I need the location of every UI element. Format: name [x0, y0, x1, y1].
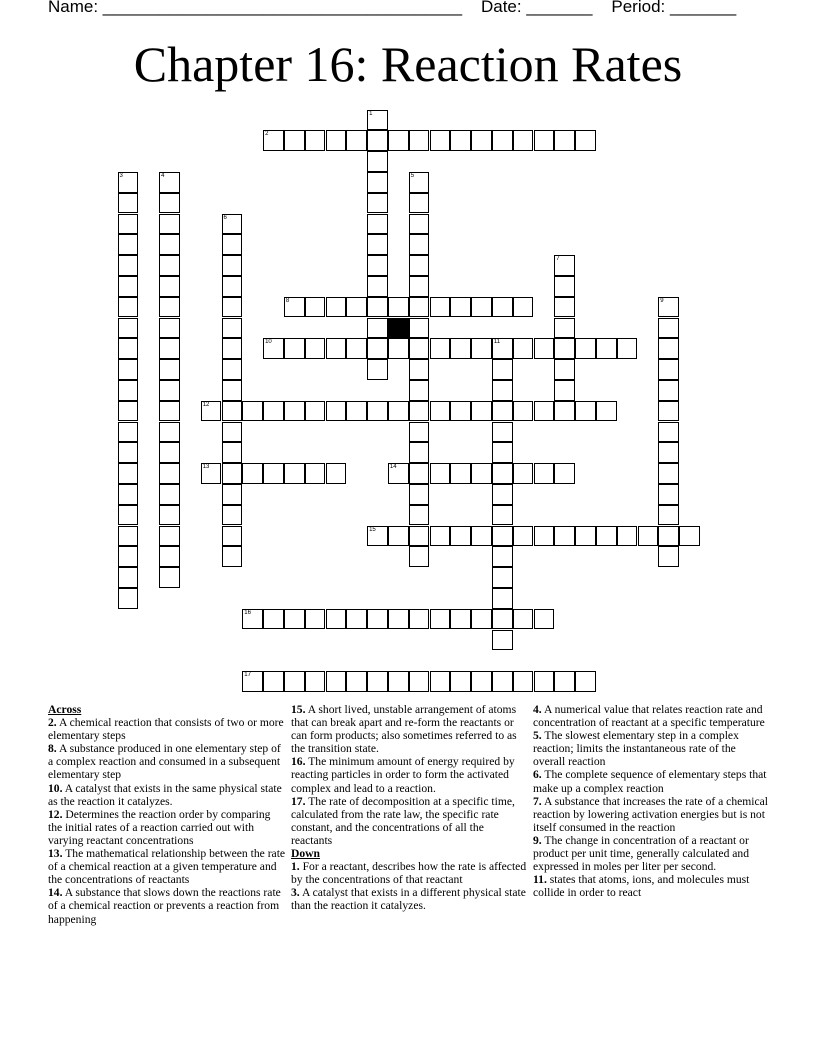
grid-cell[interactable] [159, 172, 180, 193]
grid-cell[interactable] [450, 130, 471, 151]
grid-cell[interactable] [409, 484, 430, 505]
grid-cell[interactable] [367, 276, 388, 297]
grid-cell[interactable] [222, 359, 243, 380]
grid-cell[interactable] [596, 526, 617, 547]
grid-cell[interactable] [430, 401, 451, 422]
grid-cell[interactable] [326, 463, 347, 484]
clue-number-label: 1 [369, 110, 373, 117]
grid-cell[interactable] [222, 276, 243, 297]
grid-cell[interactable] [305, 401, 326, 422]
grid-cell[interactable] [388, 130, 409, 151]
grid-cell[interactable] [575, 526, 596, 547]
clue-across-17: 17. The rate of decomposition at a specific time, calculated from the rate law, the specific rate constant, and the concentrations of all the reactants [291, 794, 515, 847]
grid-cell[interactable] [367, 318, 388, 339]
grid-cell[interactable] [118, 505, 139, 526]
grid-cell[interactable] [492, 359, 513, 380]
grid-cell[interactable] [222, 442, 243, 463]
grid-cell[interactable] [159, 380, 180, 401]
grid-cell[interactable] [492, 380, 513, 401]
clue-across-15: 15. A short lived, unstable arrangement of atoms that can break apart and re-form the reactants or can form products; also sometimes referred to as the transition state. [291, 703, 517, 756]
grid-cell[interactable] [409, 318, 430, 339]
clues-column-1 [48, 703, 286, 926]
grid-cell[interactable] [534, 463, 555, 484]
grid-cell[interactable] [222, 422, 243, 443]
grid-cell[interactable] [575, 338, 596, 359]
grid-cell[interactable] [471, 338, 492, 359]
grid-cell[interactable] [409, 297, 430, 318]
grid-cell[interactable] [554, 130, 575, 151]
grid-cell[interactable] [658, 505, 679, 526]
grid-cell[interactable] [638, 526, 659, 547]
grid-cell[interactable] [658, 297, 679, 318]
grid-cell[interactable] [284, 130, 305, 151]
grid-cell[interactable] [118, 484, 139, 505]
grid-cell[interactable] [492, 505, 513, 526]
grid-cell[interactable] [554, 526, 575, 547]
grid-cell[interactable] [346, 130, 367, 151]
grid-cell[interactable] [430, 526, 451, 547]
grid-cell[interactable] [658, 401, 679, 422]
clue-number-label: 3 [119, 172, 123, 179]
grid-cell[interactable] [305, 609, 326, 630]
grid-cell[interactable] [409, 193, 430, 214]
grid-cell[interactable] [409, 422, 430, 443]
grid-cell[interactable] [450, 338, 471, 359]
grid-cell[interactable] [159, 193, 180, 214]
grid-cell[interactable] [222, 234, 243, 255]
grid-cell[interactable] [159, 359, 180, 380]
grid-cell[interactable] [554, 297, 575, 318]
grid-cell[interactable] [388, 297, 409, 318]
grid-cell[interactable] [222, 380, 243, 401]
grid-cell[interactable] [409, 338, 430, 359]
grid-cell[interactable] [284, 338, 305, 359]
grid-cell[interactable] [450, 671, 471, 692]
grid-cell[interactable] [554, 380, 575, 401]
grid-cell[interactable] [534, 671, 555, 692]
grid-cell[interactable] [284, 463, 305, 484]
grid-cell[interactable] [305, 297, 326, 318]
grid-cell[interactable] [409, 255, 430, 276]
grid-cell[interactable] [305, 130, 326, 151]
grid-cell[interactable] [388, 671, 409, 692]
grid-cell[interactable] [367, 110, 388, 131]
grid-cell[interactable] [222, 297, 243, 318]
grid-cell[interactable] [554, 338, 575, 359]
grid-cell[interactable] [658, 359, 679, 380]
grid-cell[interactable] [118, 401, 139, 422]
grid-cell[interactable] [575, 130, 596, 151]
clue-down-9: 9. The change in concentration of a reactant or product per unit time, generally calculated and expressed in moles per liter per second. [533, 833, 750, 874]
grid-cell[interactable] [492, 609, 513, 630]
grid-cell[interactable] [367, 193, 388, 214]
clue-number-label: 10 [265, 339, 272, 346]
grid-cell[interactable] [492, 567, 513, 588]
grid-cell[interactable] [575, 401, 596, 422]
grid-cell[interactable] [118, 276, 139, 297]
clue-down-1: 1. For a reactant, describes how the rate is affected by the concentrations of that reactant [291, 860, 527, 887]
grid-cell[interactable] [430, 609, 451, 630]
clue-number-label: 17 [244, 672, 251, 679]
clue-down-4: 4. A numerical value that relates reaction rate and concentration of reactant at a specific temperature [533, 703, 765, 730]
grid-cell[interactable] [159, 546, 180, 567]
grid-cell[interactable] [242, 671, 263, 692]
clue-across-2: 2. A chemical reaction that consists of two or more elementary steps [48, 716, 284, 743]
grid-cell[interactable] [554, 401, 575, 422]
grid-cell[interactable] [118, 193, 139, 214]
grid-cell[interactable] [305, 338, 326, 359]
grid-cell[interactable] [201, 401, 222, 422]
grid-cell[interactable] [367, 297, 388, 318]
grid-cell[interactable] [430, 463, 451, 484]
grid-cell[interactable] [346, 671, 367, 692]
grid-cell[interactable] [492, 588, 513, 609]
grid-cell[interactable] [118, 359, 139, 380]
grid-cell[interactable] [159, 526, 180, 547]
grid-cell[interactable] [118, 546, 139, 567]
clue-down-11: 11. states that atoms, ions, and molecules must collide in order to react [533, 873, 750, 900]
grid-cell[interactable] [222, 546, 243, 567]
grid-cell[interactable] [658, 338, 679, 359]
clue-number-label: 9 [660, 297, 664, 304]
grid-cell[interactable] [513, 463, 534, 484]
grid-cell[interactable] [159, 463, 180, 484]
grid-cell[interactable] [450, 401, 471, 422]
grid-cell[interactable] [118, 172, 139, 193]
grid-cell[interactable] [222, 401, 243, 422]
grid-cell[interactable] [430, 671, 451, 692]
grid-cell[interactable] [513, 671, 534, 692]
grid-cell[interactable] [159, 484, 180, 505]
grid-cell[interactable] [159, 214, 180, 235]
clue-number-label: 4 [161, 172, 165, 179]
grid-cell[interactable] [242, 463, 263, 484]
grid-cell[interactable] [284, 297, 305, 318]
grid-cell[interactable] [263, 130, 284, 151]
grid-cell[interactable] [513, 609, 534, 630]
grid-cell[interactable] [242, 401, 263, 422]
grid-cell[interactable] [409, 234, 430, 255]
grid-cell[interactable] [409, 671, 430, 692]
grid-cell[interactable] [118, 338, 139, 359]
grid-cell[interactable] [305, 671, 326, 692]
clue-number-label: 12 [202, 401, 210, 408]
grid-cell[interactable] [575, 671, 596, 692]
grid-cell[interactable] [409, 401, 430, 422]
clue-across-16: 16. The minimum amount of energy required by reacting particles in order to form the activated complex and lead to a reaction. [291, 755, 515, 795]
grid-cell[interactable] [159, 422, 180, 443]
grid-cell[interactable] [409, 130, 430, 151]
clue-across-10: 10. A catalyst that exists in the same physical state as the reaction it catalyzes. [48, 781, 282, 808]
grid-cell[interactable] [367, 214, 388, 235]
grid-cell[interactable] [658, 380, 679, 401]
grid-cell[interactable] [471, 401, 492, 422]
grid-cell[interactable] [367, 338, 388, 359]
grid-cell[interactable] [367, 151, 388, 172]
grid-cell[interactable] [596, 338, 617, 359]
grid-cell[interactable] [388, 338, 409, 359]
grid-cell[interactable] [242, 609, 263, 630]
grid-cell[interactable] [367, 130, 388, 151]
grid-cell[interactable] [492, 546, 513, 567]
grid-cell[interactable] [492, 297, 513, 318]
clue-down-6: 6. The complete sequence of elementary steps that make up a complex reaction [533, 768, 767, 795]
grid-cell[interactable] [159, 505, 180, 526]
clue-number-label: 14 [389, 464, 397, 471]
grid-cell[interactable] [492, 463, 513, 484]
grid-cell[interactable] [118, 463, 139, 484]
grid-cell[interactable] [263, 338, 284, 359]
grid-cell[interactable] [513, 526, 534, 547]
grid-cell[interactable] [596, 401, 617, 422]
clue-number-label: 15 [369, 526, 376, 533]
clue-number-label: 6 [223, 214, 227, 221]
grid-cell[interactable] [388, 463, 409, 484]
grid-cell[interactable] [222, 526, 243, 547]
grid-cell[interactable] [118, 318, 139, 339]
grid-cell[interactable] [388, 401, 409, 422]
clue-across-8: 8. A substance produced in one elementary step of a complex reaction and consumed in a subsequent elementary step [48, 742, 281, 782]
grid-cell[interactable] [492, 338, 513, 359]
grid-cell[interactable] [471, 463, 492, 484]
clue-down-7: 7. A substance that increases the rate of a chemical reaction by lowering activation energies but is not itself consumed in the reaction [533, 794, 769, 834]
grid-cell[interactable] [367, 359, 388, 380]
grid-cell[interactable] [367, 671, 388, 692]
grid-cell[interactable] [492, 671, 513, 692]
grid-cell[interactable] [263, 401, 284, 422]
down-heading: Down [291, 847, 320, 861]
grid-cell[interactable] [471, 297, 492, 318]
grid-cell[interactable] [118, 422, 139, 443]
page-title: Chapter 16: Reaction Rates [133, 36, 683, 92]
grid-cell[interactable] [430, 338, 451, 359]
clue-number-label: 5 [410, 172, 415, 179]
grid-cell[interactable] [471, 671, 492, 692]
grid-cell[interactable] [658, 463, 679, 484]
grid-cell[interactable] [450, 463, 471, 484]
grid-cell[interactable] [118, 567, 139, 588]
grid-cell[interactable] [159, 318, 180, 339]
grid-cell[interactable] [492, 401, 513, 422]
grid-cell[interactable] [222, 214, 243, 235]
grid-cell[interactable] [534, 338, 555, 359]
grid-cell[interactable] [658, 484, 679, 505]
grid-cell[interactable] [492, 422, 513, 443]
grid-cell[interactable] [409, 546, 430, 567]
grid-cell[interactable] [118, 442, 139, 463]
grid-cell[interactable] [284, 401, 305, 422]
grid-cell[interactable] [118, 526, 139, 547]
grid-cell[interactable] [388, 609, 409, 630]
grid-cell[interactable] [409, 359, 430, 380]
grid-cell[interactable] [658, 526, 679, 547]
clue-number-label: 16 [244, 609, 251, 616]
grid-cell[interactable] [346, 609, 367, 630]
clues-column-2 [291, 703, 527, 913]
grid-cell[interactable] [263, 463, 284, 484]
clue-across-14: 14. A substance that slows down the reactions rate of a chemical reaction or prevents a reaction from happening [48, 886, 281, 926]
grid-cell[interactable] [326, 130, 347, 151]
grid-cell[interactable] [222, 484, 243, 505]
grid-cell[interactable] [409, 526, 430, 547]
grid-cell[interactable] [326, 297, 347, 318]
grid-cell[interactable] [346, 338, 367, 359]
grid-cell[interactable] [159, 255, 180, 276]
grid-cell[interactable] [658, 318, 679, 339]
grid-cell[interactable] [284, 609, 305, 630]
grid-cell[interactable] [534, 526, 555, 547]
grid-cell[interactable] [346, 297, 367, 318]
grid-cell[interactable] [471, 130, 492, 151]
grid-cell[interactable] [159, 276, 180, 297]
grid-cell[interactable] [388, 526, 409, 547]
black-square [388, 318, 409, 339]
name-date-period-line: Name: ______________________________________ Date: _______ Period: _______ [48, 0, 737, 16]
clue-across-13: 13. The mathematical relationship between the rate of a chemical reaction at a given temperature and the concentrations of reactants [48, 847, 286, 887]
clue-number-label: 11 [493, 339, 501, 346]
grid-cell[interactable] [534, 130, 555, 151]
clue-across-12: 12. Determines the reaction order by comparing the initial rates of a reaction carried out with varying reactant concentrations [48, 807, 271, 847]
grid-cell[interactable] [118, 380, 139, 401]
grid-cell[interactable] [513, 338, 534, 359]
grid-cell[interactable] [159, 442, 180, 463]
grid-cell[interactable] [409, 380, 430, 401]
grid-cell[interactable] [346, 401, 367, 422]
grid-cell[interactable] [492, 630, 513, 651]
grid-cell[interactable] [284, 671, 305, 692]
grid-cell[interactable] [554, 255, 575, 276]
grid-cell[interactable] [409, 442, 430, 463]
grid-cell[interactable] [367, 234, 388, 255]
grid-cell[interactable] [409, 276, 430, 297]
grid-cell[interactable] [222, 463, 243, 484]
clue-number-label: 7 [556, 256, 560, 263]
grid-cell[interactable] [617, 338, 638, 359]
grid-cell[interactable] [471, 526, 492, 547]
grid-cell[interactable] [534, 401, 555, 422]
grid-cell[interactable] [430, 130, 451, 151]
grid-cell[interactable] [513, 297, 534, 318]
grid-cell[interactable] [159, 234, 180, 255]
grid-cell[interactable] [118, 588, 139, 609]
grid-cell[interactable] [118, 234, 139, 255]
grid-cell[interactable] [222, 318, 243, 339]
grid-cell[interactable] [305, 463, 326, 484]
grid-cell[interactable] [159, 297, 180, 318]
grid-cell[interactable] [118, 297, 139, 318]
grid-cell[interactable] [263, 671, 284, 692]
clues-column-3 [533, 703, 768, 899]
grid-cell[interactable] [450, 609, 471, 630]
grid-cell[interactable] [554, 359, 575, 380]
across-heading: Across [48, 703, 82, 716]
grid-cell[interactable] [617, 526, 638, 547]
clue-number-label: 13 [202, 464, 210, 471]
grid-cell[interactable] [554, 671, 575, 692]
grid-cell[interactable] [326, 609, 347, 630]
grid-cell[interactable] [159, 567, 180, 588]
grid-cell[interactable] [554, 318, 575, 339]
grid-cell[interactable] [222, 255, 243, 276]
grid-cell[interactable] [118, 255, 139, 276]
grid-cell[interactable] [409, 172, 430, 193]
grid-cell[interactable] [263, 609, 284, 630]
grid-cell[interactable] [534, 609, 555, 630]
clue-down-5: 5. The slowest elementary step in a complex reaction; limits the instantaneous rate of the overall reaction [533, 729, 739, 769]
grid-cell[interactable] [159, 338, 180, 359]
grid-cell[interactable] [492, 484, 513, 505]
grid-cell[interactable] [409, 505, 430, 526]
grid-cell[interactable] [326, 401, 347, 422]
grid-cell[interactable] [222, 338, 243, 359]
grid-cell[interactable] [513, 401, 534, 422]
grid-cell[interactable] [450, 526, 471, 547]
grid-cell[interactable] [409, 463, 430, 484]
grid-cell[interactable] [679, 526, 700, 547]
grid-cell[interactable] [492, 526, 513, 547]
grid-cell[interactable] [367, 526, 388, 547]
grid-cell[interactable] [658, 442, 679, 463]
grid-cell[interactable] [492, 442, 513, 463]
grid-cell[interactable] [118, 214, 139, 235]
grid-cell[interactable] [367, 401, 388, 422]
grid-cell[interactable] [513, 130, 534, 151]
grid-cell[interactable] [471, 609, 492, 630]
clue-number-label: 8 [285, 297, 290, 304]
clue-down-3: 3. A catalyst that exists in a different physical state than the reaction it catalyzes. [291, 886, 526, 913]
grid-cell[interactable] [492, 130, 513, 151]
clue-number-label: 2 [265, 131, 269, 138]
grid-cell[interactable] [367, 609, 388, 630]
grid-cell[interactable] [409, 609, 430, 630]
grid-cell[interactable] [367, 172, 388, 193]
grid-cell[interactable] [159, 401, 180, 422]
grid-cell[interactable] [658, 546, 679, 567]
grid-cell[interactable] [554, 463, 575, 484]
grid-cell[interactable] [409, 214, 430, 235]
grid-cell[interactable] [367, 255, 388, 276]
grid-cell[interactable] [222, 505, 243, 526]
grid-cell[interactable] [326, 671, 347, 692]
grid-cell[interactable] [326, 338, 347, 359]
grid-cell[interactable] [430, 297, 451, 318]
grid-cell[interactable] [658, 422, 679, 443]
grid-cell[interactable] [450, 297, 471, 318]
grid-cell[interactable] [201, 463, 222, 484]
grid-cell[interactable] [554, 276, 575, 297]
